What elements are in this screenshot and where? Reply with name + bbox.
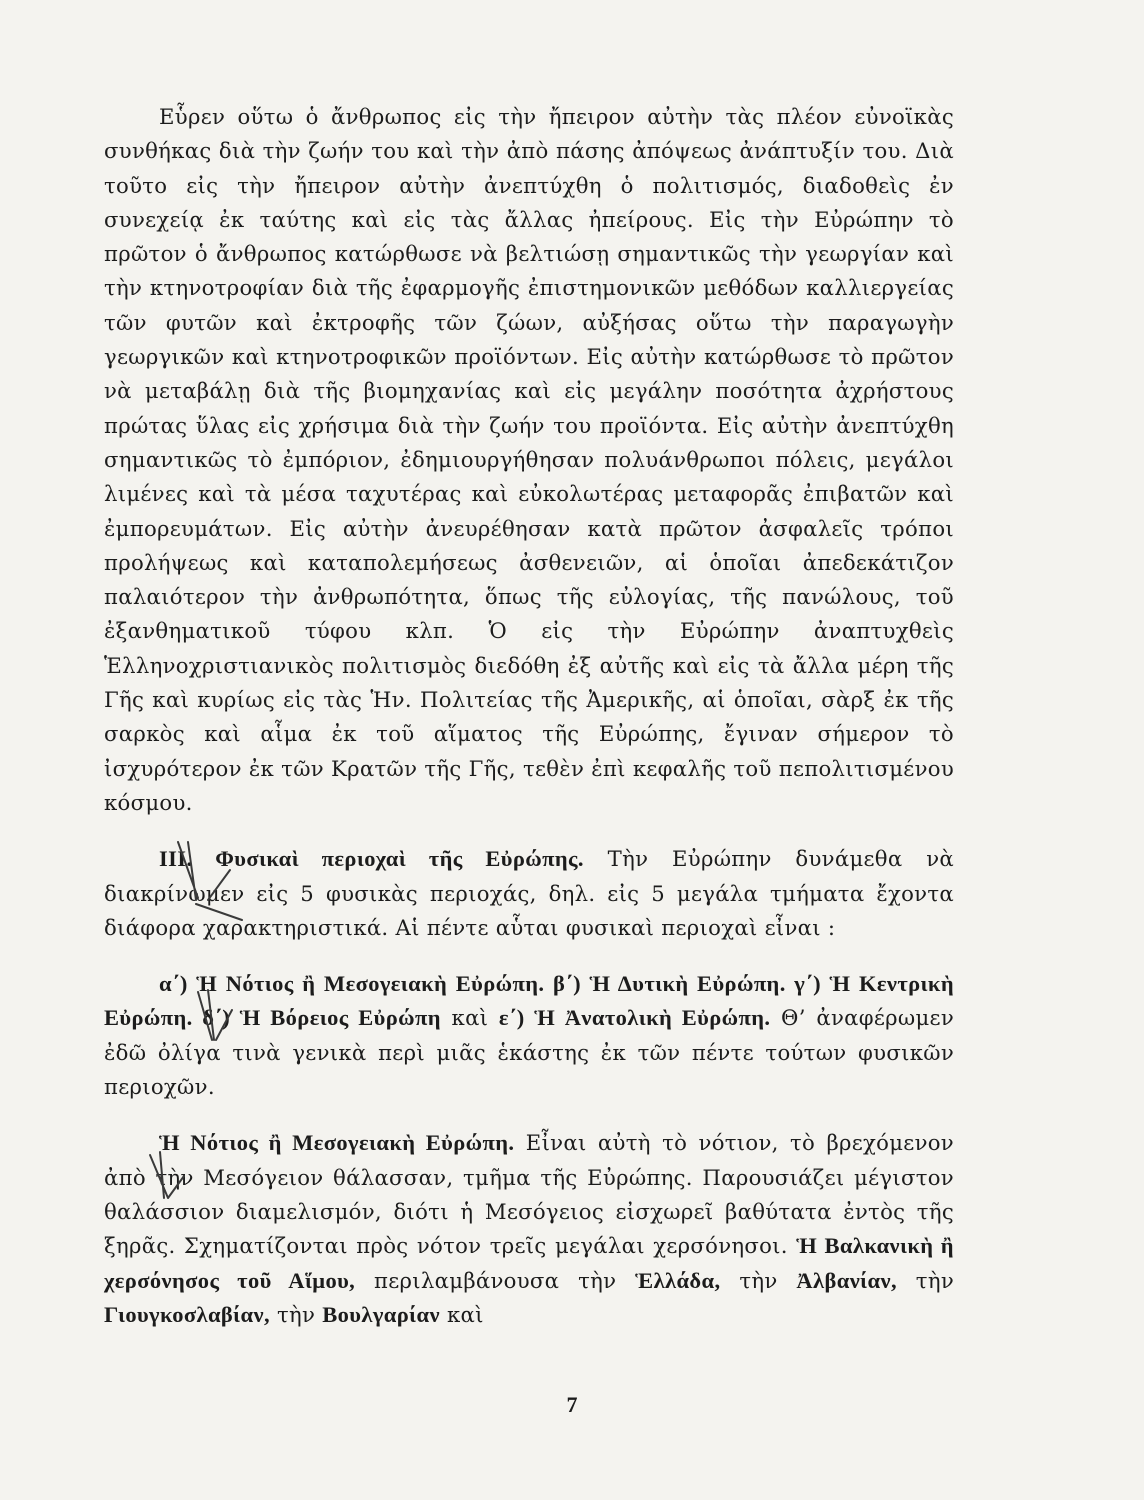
bold-term: Γιουγκοσλαβίαν,: [104, 1301, 270, 1327]
paragraph-section-iii: [104, 842, 954, 945]
page-number: 7: [566, 1392, 578, 1417]
text-run: Εἶναι αὐτὴ τὸ νότιον, τὸ βρεχόμενον ἀπὸ τὴν Μεσόγειον θάλασσαν, τμῆμα τῆς Εὐρώπης. Παρουσιάζει μέγιστον θαλάσσιον διαμελισμόν, διότι ἡ Μεσόγειος εἰσχωρεῖ βαθύτατα ἐντὸς τῆς ξηρᾶς. Σχηματίζονται πρὸς νότον τρεῖς μεγάλαι χερσόνησοι.: [104, 1130, 954, 1259]
text-run: Τὴν Εὐρώπην δυνάμεθα νὰ διακρίνωμεν εἰς 5 φυσικὰς περιοχάς, δηλ. εἰς 5 μεγάλα τμήματα ἔχοντα διάφορα χαρακτηριστικά. Αἱ πέντε αὗται φυσικαὶ περιοχαὶ εἶναι :: [104, 846, 954, 940]
regions-list-bold: α΄) Ἡ Νότιος ἢ Μεσογειακὴ Εὐρώπη. β΄) Ἡ Δυτικὴ Εὐρώπη. γ΄) Ἡ Κεντρικὴ Εὐρώπη. δ΄) Ἡ Βόρειος Εὐρώπη: [104, 971, 954, 1031]
bold-term: Ἑλλάδα,: [635, 1267, 721, 1293]
text-run: τὴν: [720, 1267, 797, 1293]
text-run: καὶ: [440, 1005, 499, 1031]
paragraph-regions-list: [104, 967, 954, 1104]
paragraph-southern-europe: [104, 1126, 954, 1332]
text-run: περιλαμβάνουσα τὴν: [355, 1267, 636, 1293]
section-heading: ΙΙΙ. Φυσικαὶ περιοχαὶ τῆς Εὐρώπης.: [159, 846, 584, 872]
paragraph-europe-civilization: [104, 100, 954, 820]
regions-list-bold: ε΄) Ἡ Ἀνατολικὴ Εὐρώπη.: [498, 1005, 771, 1031]
body-text: [104, 100, 954, 1332]
bold-term: Ἡ Βαλκανικὴ ἢ χερσόνησος τοῦ Αἵμου,: [104, 1233, 954, 1293]
text-run: Εὗρεν οὕτω ὁ ἄνθρωπος εἰς τὴν ἤπειρον αὐτὴν τὰς πλέον εὐνοϊκὰς συνθήκας διὰ τὴν ζωήν του καὶ τὴν ἀπὸ πάσης ἀπόψεως ἀνάπτυξίν του. Διὰ τοῦτο εἰς τὴν ἤπειρον αὐτὴν ἀνεπτύχθη ὁ πολιτισμός, διαδοθεὶς ἐν συνεχείᾳ ἐκ ταύτης καὶ εἰς τὰς ἄλλας ἠπείρους. Εἰς τὴν Εὐρώπην τὸ πρῶτον ὁ ἄνθρωπος κατώρθωσε νὰ βελτιώσῃ σημαντικῶς τὴν γεωργίαν καὶ τὴν κτηνοτροφίαν διὰ τῆς ἐφαρμογῆς ἐπιστημονικῶν μεθόδων καλλιεργείας τῶν φυτῶν καὶ ἐκτροφῆς τῶν ζώων, αὐξήσας οὕτω τὴν παραγωγὴν γεωργικῶν καὶ κτηνοτροφικῶν προϊόντων. Εἰς αὐτὴν κατώρθωσε τὸ πρῶτον νὰ μεταβάλῃ διὰ τῆς βιομηχανίας καὶ εἰς μεγάλην ποσότητα ἀχρήστους πρώτας ὕλας εἰς χρήσιμα διὰ τὴν ζωήν του προϊόντα. Εἰς αὐτὴν ἀνεπτύχθη σημαντικῶς τὸ ἐμπόριον, ἐδημιουργήθησαν πολυάνθρωποι πόλεις, μεγάλοι λιμένες καὶ τὰ μέσα ταχυτέρας καὶ εὐκολωτέρας μεταφορᾶς ἐπιβατῶν καὶ ἐμπορευμάτων. Εἰς αὐτὴν ἀνευρέθησαν κατὰ πρῶτον ἀσφαλεῖς τρόποι προλήψεως καὶ καταπολεμήσεως ἀσθενειῶν, αἱ ὁποῖαι ἀπεδεκάτιζον παλαιότερον τὴν ἀνθρωπότητα, ὅπως τῆς εὐλογίας, τῆς πανώλους, τοῦ ἐξανθηματικοῦ τύφου κλπ. Ὁ εἰς τὴν Εὐρώπην ἀναπτυχθεὶς Ἑλληνοχριστιανικὸς πολιτισμὸς διεδόθη ἐξ αὐτῆς καὶ εἰς τὰ ἄλλα μέρη τῆς Γῆς καὶ κυρίως εἰς τὰς Ἡν. Πολιτείας τῆς Ἀμερικῆς, αἱ ὁποῖαι, σὰρξ ἐκ τῆς σαρκὸς καὶ αἷμα ἐκ τοῦ αἵματος τῆς Εὐρώπης, ἔγιναν σήμερον τὸ ἰσχυρότερον ἐκ τῶν Κρατῶν τῆς Γῆς, τεθὲν ἐπὶ κεφαλῆς τοῦ πεπολιτισμένου κόσμου.: [104, 104, 954, 815]
bold-term: Βουλγαρίαν: [322, 1301, 440, 1327]
bold-term: Ἀλβανίαν,: [796, 1267, 897, 1293]
subsection-heading: Ἡ Νότιος ἢ Μεσογειακὴ Εὐρώπη.: [159, 1130, 515, 1156]
text-run: τὴν: [269, 1301, 323, 1327]
text-run: τὴν: [896, 1267, 955, 1293]
text-run: Θ’ ἀναφέρωμεν ἐδῶ ὀλίγα τινὰ γενικὰ περὶ μιᾶς ἑκάστης ἐκ τῶν πέντε τούτων φυσικῶν περιοχῶν.: [104, 1005, 955, 1100]
text-run: καὶ: [439, 1301, 484, 1327]
